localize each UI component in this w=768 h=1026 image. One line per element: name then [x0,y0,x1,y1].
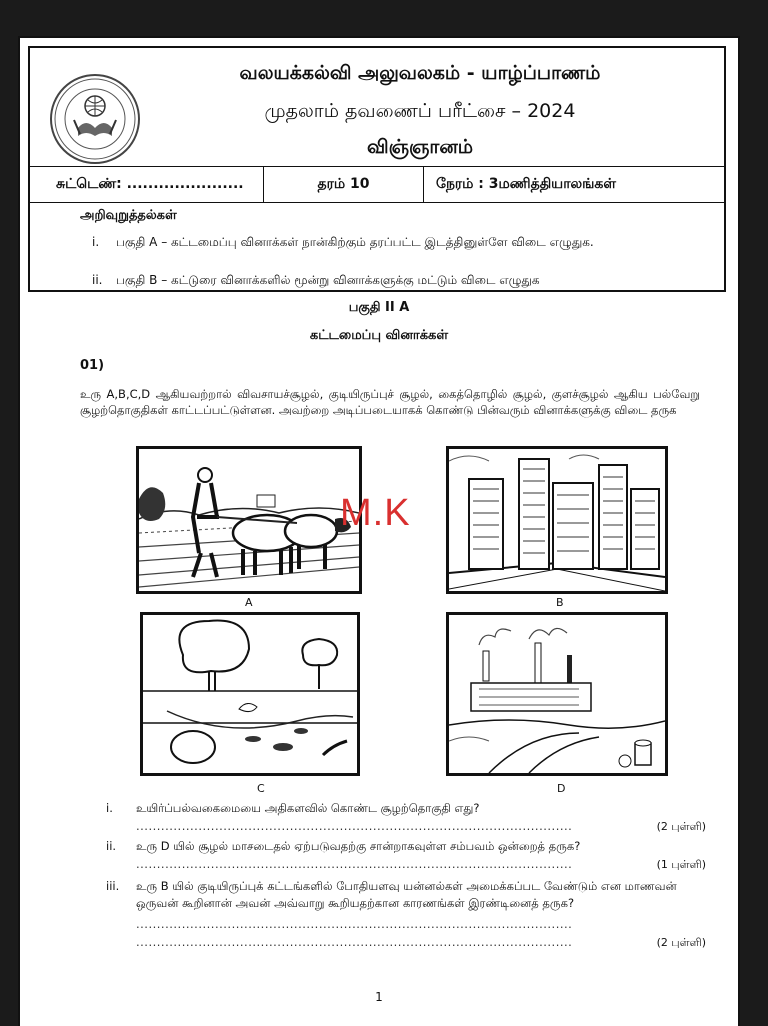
zone-office-title: வலயக்கல்வி அலுவலகம் - யாழ்ப்பாணம் [239,62,601,84]
answer-line[interactable]: ......................................................................................................... [136,819,573,833]
exam-header: வலயக்கல்வி அலுவலகம் - யாழ்ப்பாணம் முதலாம் தவணைப் பரீட்சை – 2024 விஞ்ஞானம் சுட்டெண்: ...................... தரம் 10 நேரம் : 3மணித்தியாலங்கள் அறிவுறுத்தல்கள் i. பகுதி A – கட்டமைப்பு வினாக்கள் நான்கிற்கும் தரப்பட்ட இடத்தினுள்ளே விடை எழுதுக. ii. பகுதி B – கட்டுரை வினாக்களில் மூன்று வினாக்களுக்கு மட்டும் விடை எழுதுக [28,46,726,292]
subject-title: விஞ்ஞானம் [366,136,474,158]
grade-label: தரம் 10 [264,166,424,202]
exam-meta-row [30,166,724,203]
school-emblem-logo [50,74,140,164]
section-part-heading: பகுதி II A [348,300,410,315]
figure-b-city-illustration [446,446,668,594]
marks-label: (1 புள்ளி) [656,858,706,871]
figure-d-caption: D [557,782,566,795]
question-intro: உரு A,B,C,D ஆகியவற்றால் விவசாயச்சூழல், குடியிருப்புச் சூழல், கைத்தொழில் சூழல், குளச்சூழல் ஆகிய பல்வேறு சூழற்தொகுதிகள் காட்டப்பட்டுள்ளன. அவற்றை அடிப்படையாகக் கொண்டு பின்வரும் வினாக்களுக்கு விடை தருக [80,387,700,417]
question-number: 01) [80,358,105,373]
figure-a-caption: A [245,596,253,609]
figure-d-industry-illustration [446,612,668,776]
instructions-heading: அறிவுறுத்தல்கள் [80,208,177,223]
section-type-heading: கட்டமைப்பு வினாக்கள் [309,328,449,343]
figure-c-caption: C [257,782,265,795]
figure-c-pond-illustration [140,612,360,776]
header-title-block [30,48,724,167]
answer-line[interactable]: ......................................................................................................... [136,917,573,931]
marks-label: (2 புள்ளி) [656,936,706,949]
answer-line[interactable]: ......................................................................................................... [136,857,573,871]
exam-title: முதலாம் தவணைப் பரீட்சை – 2024 [264,100,576,122]
page-number: 1 [375,990,383,1004]
marks-label: (2 புள்ளி) [656,820,706,833]
answer-line[interactable]: ......................................................................................................... [136,935,573,949]
figure-b-caption: B [556,596,564,609]
figure-a-farming-illustration [136,446,362,594]
exam-page: வலயக்கல்வி அலுவலகம் - யாழ்ப்பாணம் முதலாம் தவணைப் பரீட்சை – 2024 விஞ்ஞானம் சுட்டெண்: ...................... தரம் 10 நேரம் : 3மணித்தியாலங்கள் அறிவுறுத்தல்கள் i. பகுதி A – கட்டமைப்பு வினாக்கள் நான்கிற்கும் தரப்பட்ட இடத்தினுள்ளே விடை எழுதுக. ii. பகுதி B – கட்டுரை வினாக்களில் மூன்று வினாக்களுக்கு மட்டும் விடை எழுதுக பகுதி II A கட்டமைப்பு வினாக்கள் 01) உரு A,B,C,D ஆகியவற்றால் விவசாயச்சூழல், குடியிருப்புச் சூழல், கைத்தொழில் சூழல், குளச்சூழல் ஆகிய பல்வேறு சூழற்தொகுதிகள் காட்டப்பட்டுள்ளன. அவற்றை அடிப்படையாகக் கொண்டு பின்வரும் வினாக்களுக்கு விடை தருக A B C D M.K i. உயிர்ப்பல்வகைமையை அதிகளவில் கொண்ட சூழற்தொகுதி எது? ......................................................................................................... (2 புள்ளி) ii. உரு D யில் சூழல் மாசடைதல் ஏற்படுவதற்கு சான்றாகவுள்ள சம்பவம் ஒன்றைத் தருக? ......................................................................................................... (1 புள்ளி) iii. உரு B யில் குடியிருப்புக் கட்டங்களில் போதியளவு யன்னல்கள் அமைக்கப்பட வேண்டும் என மாணவன் ஒருவன் கூறினான் அவன் அவ்வாறு கூறியதற்கான காரணங்கள் இரண்டினைத் தருக? ......................................................................................................... ......................................................................................................... (2 புள்ளி) 1 [18,36,740,1026]
duration-label: நேரம் : 3மணித்தியாலங்கள் [436,176,616,192]
watermark-text: M.K [340,492,411,534]
index-number-field: சுட்டெண்: ...................... [30,166,264,202]
